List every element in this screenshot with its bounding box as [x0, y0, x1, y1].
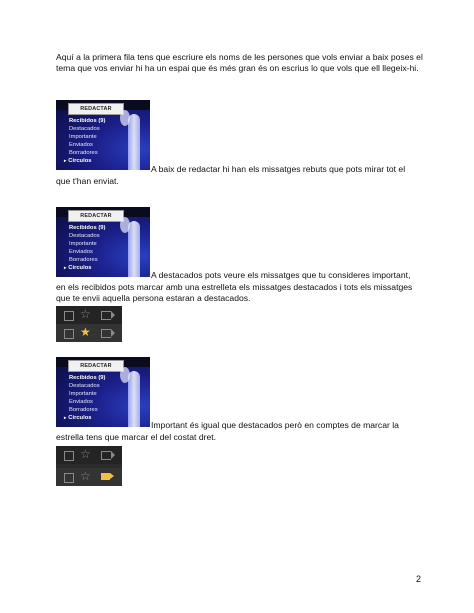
checkbox-icon[interactable] [64, 451, 74, 461]
starred-text-rest: en els recibidos pots marcar amb una estrelleta els missatges destacados i tots els missatges que te envii aquella persona estaran a destacados. [56, 282, 413, 304]
important-marker-outline-icon[interactable] [101, 451, 111, 460]
mail-folder-list [64, 224, 106, 273]
folder-sent[interactable]: Enviados [69, 249, 93, 256]
folder-sent[interactable]: Enviados [69, 142, 93, 149]
mail-folder-list [64, 117, 106, 166]
triangle-right-icon: ▸ [64, 158, 67, 164]
mail-folder-list [64, 374, 106, 423]
gmail-menu-screenshot-1 [56, 100, 150, 170]
star-outline-icon[interactable]: ☆ [80, 469, 91, 483]
folder-inbox[interactable]: Recibidos (9) [69, 118, 106, 124]
compose-button[interactable]: REDACTAR [68, 360, 124, 372]
received-text-line1: A baix de redactar hi han els missatges rebuts que pots mirar tot el [151, 164, 406, 174]
important-text-line2: estrella tens que marcar el del costat dret. [56, 432, 217, 442]
important-example-strip [56, 446, 122, 486]
gmail-menu-screenshot-2 [56, 207, 150, 277]
folder-starred[interactable]: Destacados [69, 126, 100, 133]
star-outline-icon[interactable]: ☆ [80, 307, 91, 321]
received-text-line2: que t'han enviat. [56, 176, 119, 186]
folder-drafts[interactable]: Borradores [69, 257, 98, 264]
star-filled-icon[interactable] [80, 326, 91, 338]
gmail-menu-screenshot-3 [56, 357, 150, 427]
important-text-line1: Important és igual que destacados però en comptes de marcar la [151, 420, 399, 430]
compose-button[interactable]: REDACTAR [68, 103, 124, 115]
folder-important[interactable]: Importante [69, 134, 97, 141]
star-outline-icon[interactable]: ☆ [80, 447, 91, 461]
folder-starred[interactable]: Destacados [69, 383, 100, 390]
triangle-right-icon: ▸ [64, 265, 67, 271]
intro-paragraph: Aquí a la primera fila tens que escriure els noms de les persones que vols enviar a baix poses el tema que vos enviar hi ha un espai que és més gran és on escrius lo que vols que ell llegeix-hi. [56, 52, 423, 74]
folder-important[interactable]: Importante [69, 391, 97, 398]
important-marker-filled-icon[interactable] [101, 473, 110, 480]
folder-drafts[interactable]: Borradores [69, 407, 98, 414]
folder-inbox[interactable]: Recibidos (9) [69, 375, 106, 381]
folder-circles[interactable]: ▸ Círculos [64, 415, 92, 422]
starred-text-line1: A destacados pots veure els missatges que tu consideres important, [151, 270, 411, 280]
folder-circles[interactable]: ▸ Círculos [64, 265, 92, 272]
important-marker-outline-icon[interactable] [101, 329, 111, 338]
checkbox-icon[interactable] [64, 311, 74, 321]
triangle-right-icon: ▸ [64, 415, 67, 421]
star-glyph: ★ [80, 325, 91, 339]
folder-inbox[interactable]: Recibidos (9) [69, 225, 106, 231]
folder-drafts[interactable]: Borradores [69, 150, 98, 157]
important-marker-outline-icon[interactable] [101, 311, 111, 320]
compose-button[interactable]: REDACTAR [68, 210, 124, 222]
checkbox-icon[interactable] [64, 473, 74, 483]
checkbox-icon[interactable] [64, 329, 74, 339]
star-example-strip [56, 306, 122, 342]
folder-important[interactable]: Importante [69, 241, 97, 248]
page-number: 2 [416, 574, 422, 584]
folder-starred[interactable]: Destacados [69, 233, 100, 240]
folder-circles[interactable]: ▸ Círculos [64, 158, 92, 165]
folder-sent[interactable]: Enviados [69, 399, 93, 406]
